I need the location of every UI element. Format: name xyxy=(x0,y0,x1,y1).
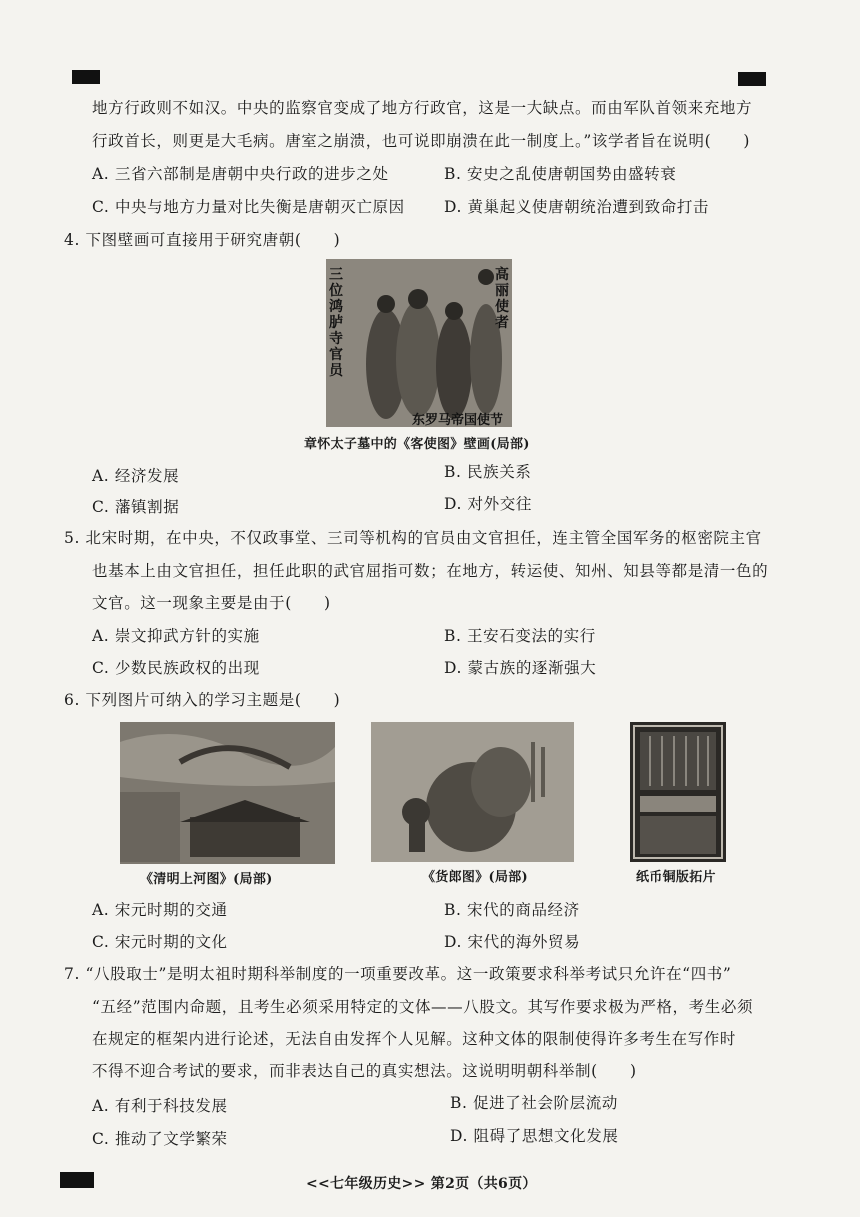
huolang-caption: 《货郎图》(局部) xyxy=(422,870,529,885)
q5-line-3: 文官。这一现象主要是由于( ) xyxy=(92,594,331,612)
q5-line-2: 也基本上由文官担任，担任此职的武官屈指可数；在地方，转运使、知州、知县等都是清一色的 xyxy=(92,562,769,580)
q7-option-d: D. 阻碍了思想文化发展 xyxy=(450,1127,619,1145)
q5-option-d: D. 蒙古族的逐渐强大 xyxy=(444,659,597,677)
q4-option-b: B. 民族关系 xyxy=(444,463,532,481)
q7-line-3: 在规定的框架内进行论述，无法自由发挥个人见解。这种文体的限制使得许多考生在写作时 xyxy=(92,1030,737,1048)
q3-option-a: A. 三省六部制是唐朝中央行政的进步之处 xyxy=(92,165,389,183)
qingming-painting-image xyxy=(120,722,335,864)
q7-line-2: “五经”范围内命题，且考生必须采用特定的文体——八股文。其写作要求极为严格，考生必须 xyxy=(92,998,754,1016)
huolang-painting-image xyxy=(371,722,574,862)
q3-line-1: 地方行政则不如汉。中央的监察官变成了地方行政官，这是一大缺点。而由军队首领来充地方 xyxy=(92,99,753,117)
q5-option-c: C. 少数民族政权的出现 xyxy=(92,659,260,677)
corner-mark-top-left xyxy=(72,70,100,84)
page-footer: <<七年级历史>> 第2页（共6页） xyxy=(306,1176,537,1192)
q7-line-4: 不得不迎合考试的要求，而非表达自己的真实想法。这说明明朝科举制( ) xyxy=(92,1062,637,1080)
q3-option-c: C. 中央与地方力量对比失衡是唐朝灭亡原因 xyxy=(92,198,405,216)
q4-option-a: A. 经济发展 xyxy=(92,467,180,485)
q5-option-a: A. 崇文抑武方针的实施 xyxy=(92,627,260,645)
q3-option-b: B. 安史之乱使唐朝国势由盛转衰 xyxy=(444,165,677,183)
paper-money-caption: 纸币铜版拓片 xyxy=(636,870,716,885)
q4-option-d: D. 对外交往 xyxy=(444,495,532,513)
mural-caption: 章怀太子墓中的《客使图》壁画(局部) xyxy=(304,437,530,452)
q6-stem: 6. 下列图片可纳入的学习主题是( ) xyxy=(64,691,341,709)
paper-money-rubbing-image xyxy=(630,722,726,862)
q3-option-d: D. 黄巢起义使唐朝统治遭到致命打击 xyxy=(444,198,710,216)
q7-option-b: B. 促进了社会阶层流动 xyxy=(450,1094,618,1112)
q5-line-1: 5. 北宋时期，在中央，不仅政事堂、三司等机构的官员由文官担任，连主管全国军务的枢密院主官 xyxy=(64,529,762,547)
q4-stem: 4. 下图壁画可直接用于研究唐朝( ) xyxy=(64,231,341,249)
mural-label-left: 三位鸿胪寺官员 xyxy=(329,267,343,379)
q6-option-d: D. 宋代的海外贸易 xyxy=(444,933,581,951)
mural-image xyxy=(326,259,512,427)
mural-label-bottom: 东罗马帝国使节 xyxy=(412,413,504,427)
q3-line-2: 行政首长，则更是大毛病。唐室之崩溃，也可说即崩溃在此一制度上。”该学者旨在说明( ) xyxy=(92,132,751,150)
q6-option-b: B. 宋代的商品经济 xyxy=(444,901,580,919)
q6-option-a: A. 宋元时期的交通 xyxy=(92,901,228,919)
q7-line-1: 7. “八股取士”是明太祖时期科举制度的一项重要改革。这一政策要求科举考试只允许在“四书” xyxy=(64,965,732,983)
corner-mark-top-right xyxy=(738,72,766,86)
q4-option-c: C. 藩镇割据 xyxy=(92,498,180,516)
q7-option-a: A. 有利于科技发展 xyxy=(92,1097,228,1115)
q5-option-b: B. 王安石变法的实行 xyxy=(444,627,596,645)
corner-mark-bottom-left xyxy=(60,1172,94,1188)
q7-option-c: C. 推动了文学繁荣 xyxy=(92,1130,228,1148)
qingming-caption: 《清明上河图》(局部) xyxy=(140,872,273,887)
q6-option-c: C. 宋元时期的文化 xyxy=(92,933,228,951)
mural-label-right: 高丽使者 xyxy=(495,267,509,331)
